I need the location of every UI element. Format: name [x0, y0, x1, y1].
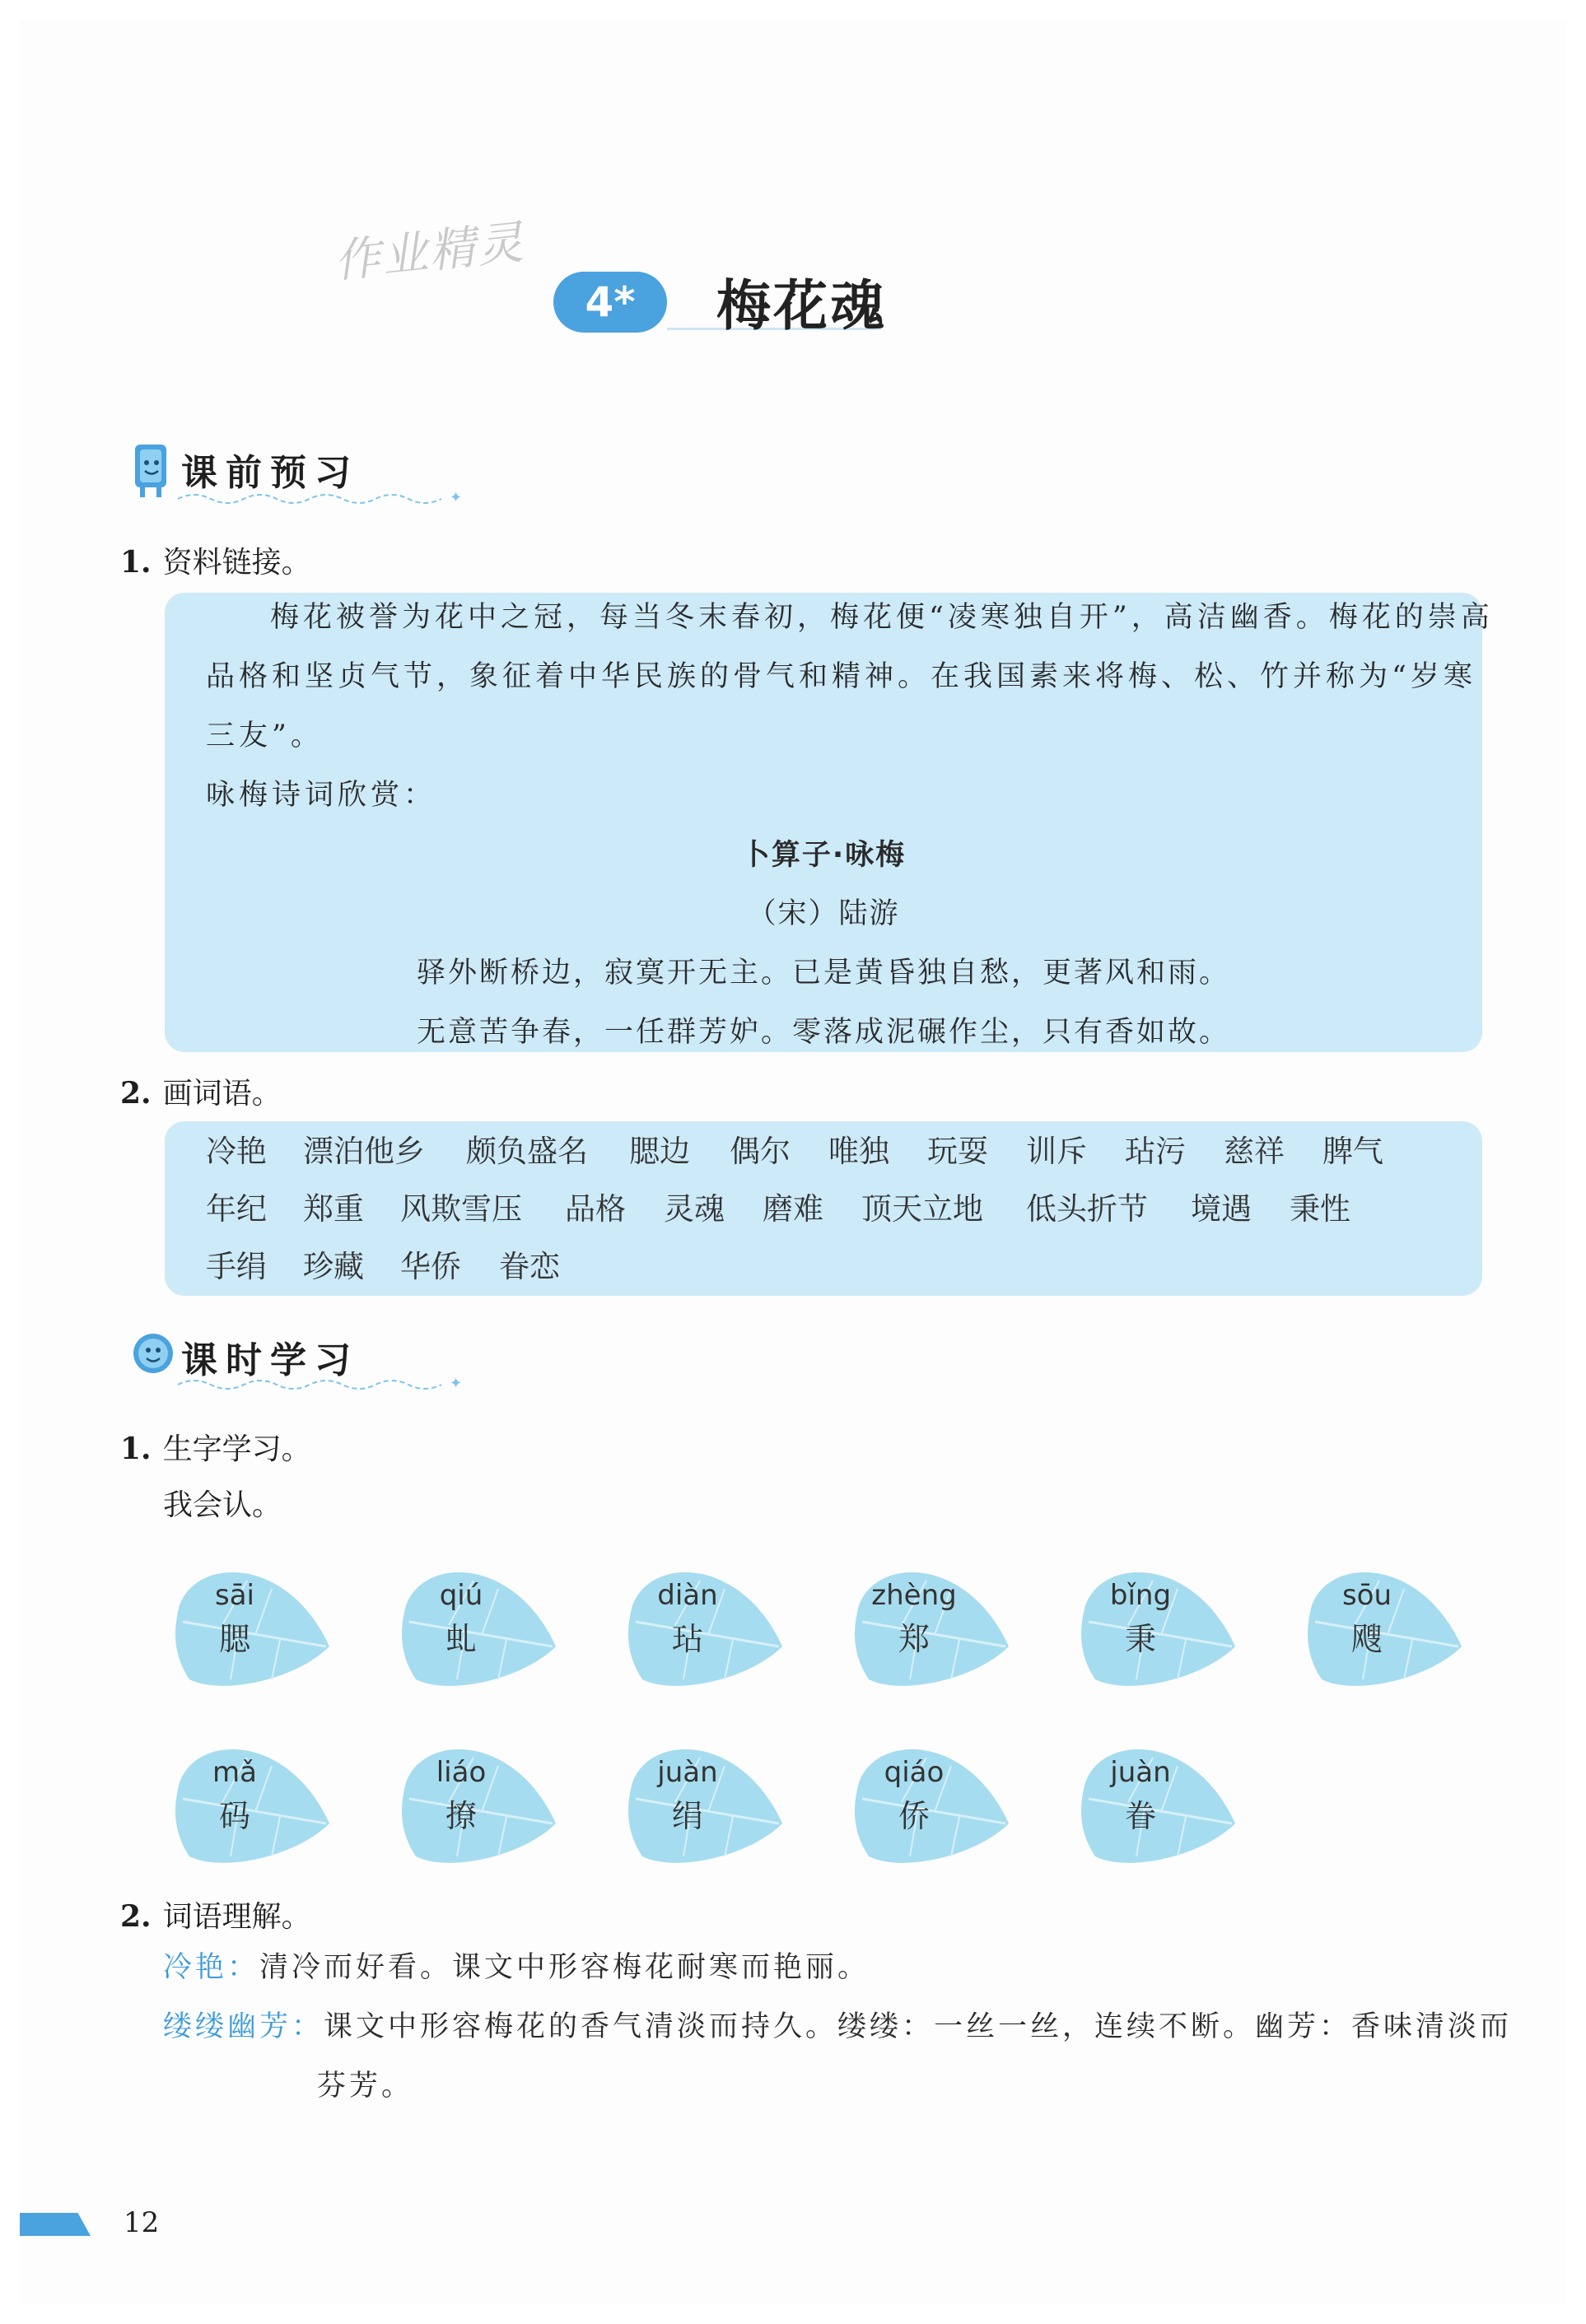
hanzi: 郑	[898, 1621, 930, 1657]
definition-item	[163, 1999, 1512, 2055]
word: 秉性	[1290, 1191, 1350, 1227]
svg-text:✦: ✦	[450, 1376, 463, 1392]
poem-line: 驿外断桥边，寂寞开无主。已是黄昏独自愁，更著风和雨。	[416, 957, 1230, 990]
passage-line: 三友”。	[206, 720, 324, 752]
question-heading	[120, 1070, 282, 1112]
word: 眷恋	[499, 1249, 560, 1284]
section-title: 课时学习	[181, 1339, 359, 1381]
question-heading	[120, 1426, 311, 1468]
question-subheading: 我会认。	[163, 1488, 282, 1522]
definition-term: 冷艳：	[163, 1951, 260, 1984]
character-leaf	[1079, 1733, 1243, 1873]
section-title: 课前预习	[181, 452, 359, 494]
word: 珍藏	[303, 1249, 364, 1284]
pinyin: sāi	[215, 1579, 254, 1612]
character-leaf	[626, 1733, 791, 1873]
hanzi: 腮	[218, 1621, 250, 1657]
definition-text: 课文中形容梅花的香气清淡而持久。缕缕：一丝一丝，连续不断。幽芳：香味清淡而	[324, 2010, 1513, 2043]
hanzi: 侨	[898, 1798, 930, 1834]
question-title: 资料链接。	[162, 546, 311, 580]
character-leaf	[173, 1556, 338, 1696]
word: 磨难	[763, 1191, 823, 1227]
lesson-title: 梅花魂	[716, 274, 887, 338]
word: 慈祥	[1224, 1134, 1285, 1169]
definition-continuation: 芬芳。	[317, 2070, 414, 2103]
hanzi: 眷	[1124, 1798, 1156, 1834]
word: 偶尔	[730, 1134, 791, 1169]
pinyin: qiú	[439, 1579, 483, 1612]
pinyin: qiáo	[884, 1756, 945, 1789]
character-leaf	[399, 1556, 564, 1696]
word: 训斥	[1026, 1134, 1087, 1169]
word: 唯独	[828, 1134, 889, 1169]
question-heading	[120, 1893, 311, 1935]
question-title: 生字学习。	[162, 1432, 311, 1466]
globe-mascot-icon	[130, 1324, 175, 1383]
hanzi: 绢	[671, 1798, 703, 1834]
hanzi: 飕	[1350, 1621, 1383, 1657]
hanzi: 秉	[1124, 1621, 1156, 1657]
character-leaf	[852, 1733, 1017, 1873]
character-leaf	[1305, 1556, 1470, 1696]
book-mascot-icon	[130, 440, 175, 499]
question-number: 1.	[120, 1432, 152, 1466]
poem-line: 无意苦争春，一任群芳妒。零落成泥碾作尘，只有香如故。	[416, 1016, 1230, 1049]
word: 冷艳	[206, 1134, 267, 1169]
pinyin: liáo	[436, 1756, 487, 1789]
question-number: 1.	[120, 545, 152, 580]
pinyin: bǐng	[1109, 1579, 1172, 1612]
wave-decoration	[178, 1376, 491, 1393]
word: 顶天立地	[861, 1191, 983, 1227]
passage-line: 梅花被誉为花中之冠，每当冬末春初，梅花便“凌寒独自开”，高洁幽香。梅花的崇高	[270, 601, 1494, 634]
svg-text:✦: ✦	[450, 491, 463, 506]
word: 脾气	[1322, 1134, 1383, 1169]
question-title: 画词语。	[162, 1077, 282, 1111]
word: 年纪	[206, 1191, 267, 1227]
character-leaf	[1079, 1556, 1243, 1696]
pinyin: zhèng	[871, 1579, 957, 1612]
pinyin: sōu	[1341, 1579, 1392, 1612]
question-number: 2.	[120, 1076, 152, 1111]
word: 郑重	[303, 1191, 364, 1227]
hanzi: 虬	[445, 1621, 477, 1657]
poem-title: 卜算子·咏梅	[740, 839, 907, 872]
word: 手绢	[206, 1249, 267, 1284]
poem-author: （宋）陆游	[747, 897, 900, 930]
hanzi: 码	[218, 1798, 250, 1834]
word: 玷污	[1125, 1134, 1186, 1169]
pinyin: juàn	[657, 1756, 718, 1789]
character-leaf	[852, 1556, 1017, 1696]
character-leaf	[399, 1733, 564, 1873]
question-title: 词语理解。	[162, 1900, 311, 1934]
lesson-number-badge: 4*	[553, 272, 667, 333]
page-number: 12	[124, 2206, 160, 2239]
definition-text: 清冷而好看。课文中形容梅花耐寒而艳丽。	[259, 1951, 870, 1984]
poem-intro: 咏梅诗词欣赏：	[206, 779, 437, 812]
watermark: 作业精灵	[331, 216, 528, 289]
section-header-study	[130, 1324, 509, 1390]
question-number: 2.	[120, 1899, 152, 1934]
hanzi: 撩	[445, 1798, 477, 1834]
word: 低头折节	[1026, 1191, 1148, 1227]
pinyin: juàn	[1110, 1756, 1171, 1789]
definition-item	[163, 1940, 870, 1996]
passage-line: 品格和坚贞气节，象征着中华民族的骨气和精神。在我国素来将梅、松、竹并称为“岁寒	[206, 660, 1476, 693]
section-header-preview	[130, 440, 509, 505]
word: 颇负盛名	[466, 1134, 588, 1169]
word: 品格	[565, 1191, 626, 1227]
word: 境遇	[1191, 1191, 1252, 1227]
word: 灵魂	[664, 1191, 725, 1227]
word: 风欺雪压	[400, 1191, 522, 1227]
word: 华侨	[400, 1249, 461, 1284]
hanzi: 玷	[671, 1621, 703, 1657]
pinyin: diàn	[657, 1579, 718, 1612]
word: 漂泊他乡	[303, 1134, 425, 1169]
definition-term: 缕缕幽芳：	[163, 2010, 324, 2043]
word: 腮边	[629, 1134, 690, 1169]
pinyin: mǎ	[212, 1756, 257, 1789]
word: 玩耍	[927, 1134, 988, 1169]
character-leaf	[626, 1556, 791, 1696]
character-leaf	[173, 1733, 338, 1873]
wave-decoration	[178, 491, 491, 507]
question-heading	[120, 539, 311, 581]
